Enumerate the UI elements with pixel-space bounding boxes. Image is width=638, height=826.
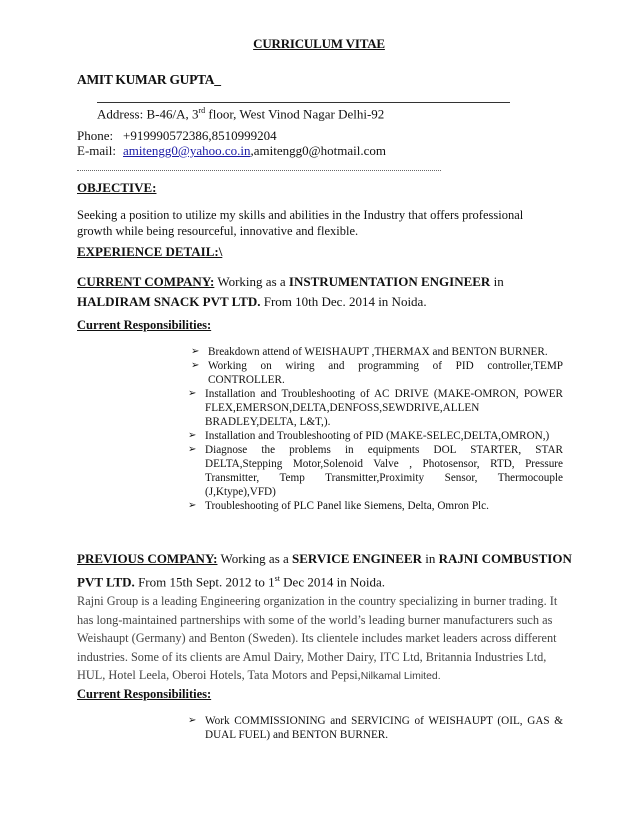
email-hotmail: amitengg0@hotmail.com xyxy=(253,143,386,158)
responsibilities-list xyxy=(188,345,563,513)
list-item: ➢ Working on wiring and programming of PID controller,TEMP CONTROLLER. xyxy=(191,360,563,386)
list-item: ➢ Work COMMISSIONING and SERVICING of WEISHAUPT (OIL, GAS & DUAL FUEL) and BENTON BURNER. xyxy=(188,715,563,741)
phone-label: Phone: xyxy=(77,128,114,143)
responsibilities-heading: Current Responsibilities: xyxy=(77,318,212,332)
responsibilities-list-2 xyxy=(188,714,563,742)
arrow-bullet-icon: ➢ xyxy=(188,500,197,511)
arrow-bullet-icon: ➢ xyxy=(188,430,197,441)
list-item: ➢ Diagnose the problems in equipments DOL STARTER, STAR DELTA,Stepping Motor,Solenoid Valve , Photosensor, RTD, Pressure Transmitter, Temp Transmitter,Proximity Sensor, Thermocouple (J,Ktype),VFD) xyxy=(188,444,563,498)
email-link-yahoo[interactable]: amitengg0@yahoo.co.in xyxy=(123,143,251,158)
contact-divider xyxy=(77,170,441,171)
experience-heading: EXPERIENCE DETAIL:\ xyxy=(77,244,223,259)
objective-heading: OBJECTIVE: xyxy=(77,180,157,195)
address-line: Address: B-46/A, 3rd floor, West Vinod Nagar Delhi-92 xyxy=(97,106,385,122)
arrow-bullet-icon: ➢ xyxy=(191,360,200,371)
responsibilities-heading-2: Current Responsibilities: xyxy=(77,687,212,701)
phone-line xyxy=(77,128,277,144)
company-description: Rajni Group is a leading Engineering organization in the country specializing in burner trading. It has long-maintained partnerships with some of the world’s leading burner manufacturers such as Weishaupt (Germany) and Benton (Sweden). Its clientele includes market leaders across different industries. Some of its clients are Amul Dairy, Mother Dairy, ITC Ltd, Britannia Industries Ltd, HUL, Hotel Leela, Oberoi Hotels, Tata Motors and Pepsi,Nilkamal Limited. xyxy=(77,594,558,682)
email-line: E-mail: amitengg0@yahoo.co.in,amitengg0@hotmail.com xyxy=(77,143,386,158)
arrow-bullet-icon: ➢ xyxy=(191,346,200,357)
header-divider xyxy=(97,102,510,103)
list-item: ➢ Breakdown attend of WEISHAUPT ,THERMAX and BENTON BURNER. xyxy=(191,346,548,358)
objective-text: Seeking a position to utilize my skills and abilities in the Industry that offers professional growth while being resourceful, innovative and flexible. xyxy=(77,208,524,238)
list-item: ➢ Troubleshooting of PLC Panel like Siemens, Delta, Omron Plc. xyxy=(188,500,489,512)
phone-value: +919990572386,8510999204 xyxy=(123,128,277,143)
arrow-bullet-icon: ➢ xyxy=(188,388,197,399)
document-title: CURRICULUM VITAE xyxy=(253,36,385,51)
candidate-name: AMIT KUMAR GUPTA_ xyxy=(77,72,221,87)
list-item: ➢ Installation and Troubleshooting of PID (MAKE-SELEC,DELTA,OMRON,) xyxy=(188,430,550,442)
email-label: E-mail: xyxy=(77,143,116,158)
list-item: ➢ Installation and Troubleshooting of AC DRIVE (MAKE-OMRON, POWER FLEX,EMERSON,DELTA,DENFOSS,SEWDRIVE,ALLEN BRADLEY,DELTA, L&T,). xyxy=(188,388,563,428)
previous-company: PREVIOUS COMPANY: Working as a SERVICE ENGINEER in RAJNI COMBUSTION PVT LTD. From 15th Sept. 2012 to 1st Dec 2014 in Noida. xyxy=(77,551,572,590)
arrow-bullet-icon: ➢ xyxy=(188,444,197,455)
arrow-bullet-icon: ➢ xyxy=(188,715,197,726)
current-company: CURRENT COMPANY: Working as a INSTRUMENTATION ENGINEER in HALDIRAM SNACK PVT LTD. From 10th Dec. 2014 in Noida. xyxy=(77,274,504,309)
